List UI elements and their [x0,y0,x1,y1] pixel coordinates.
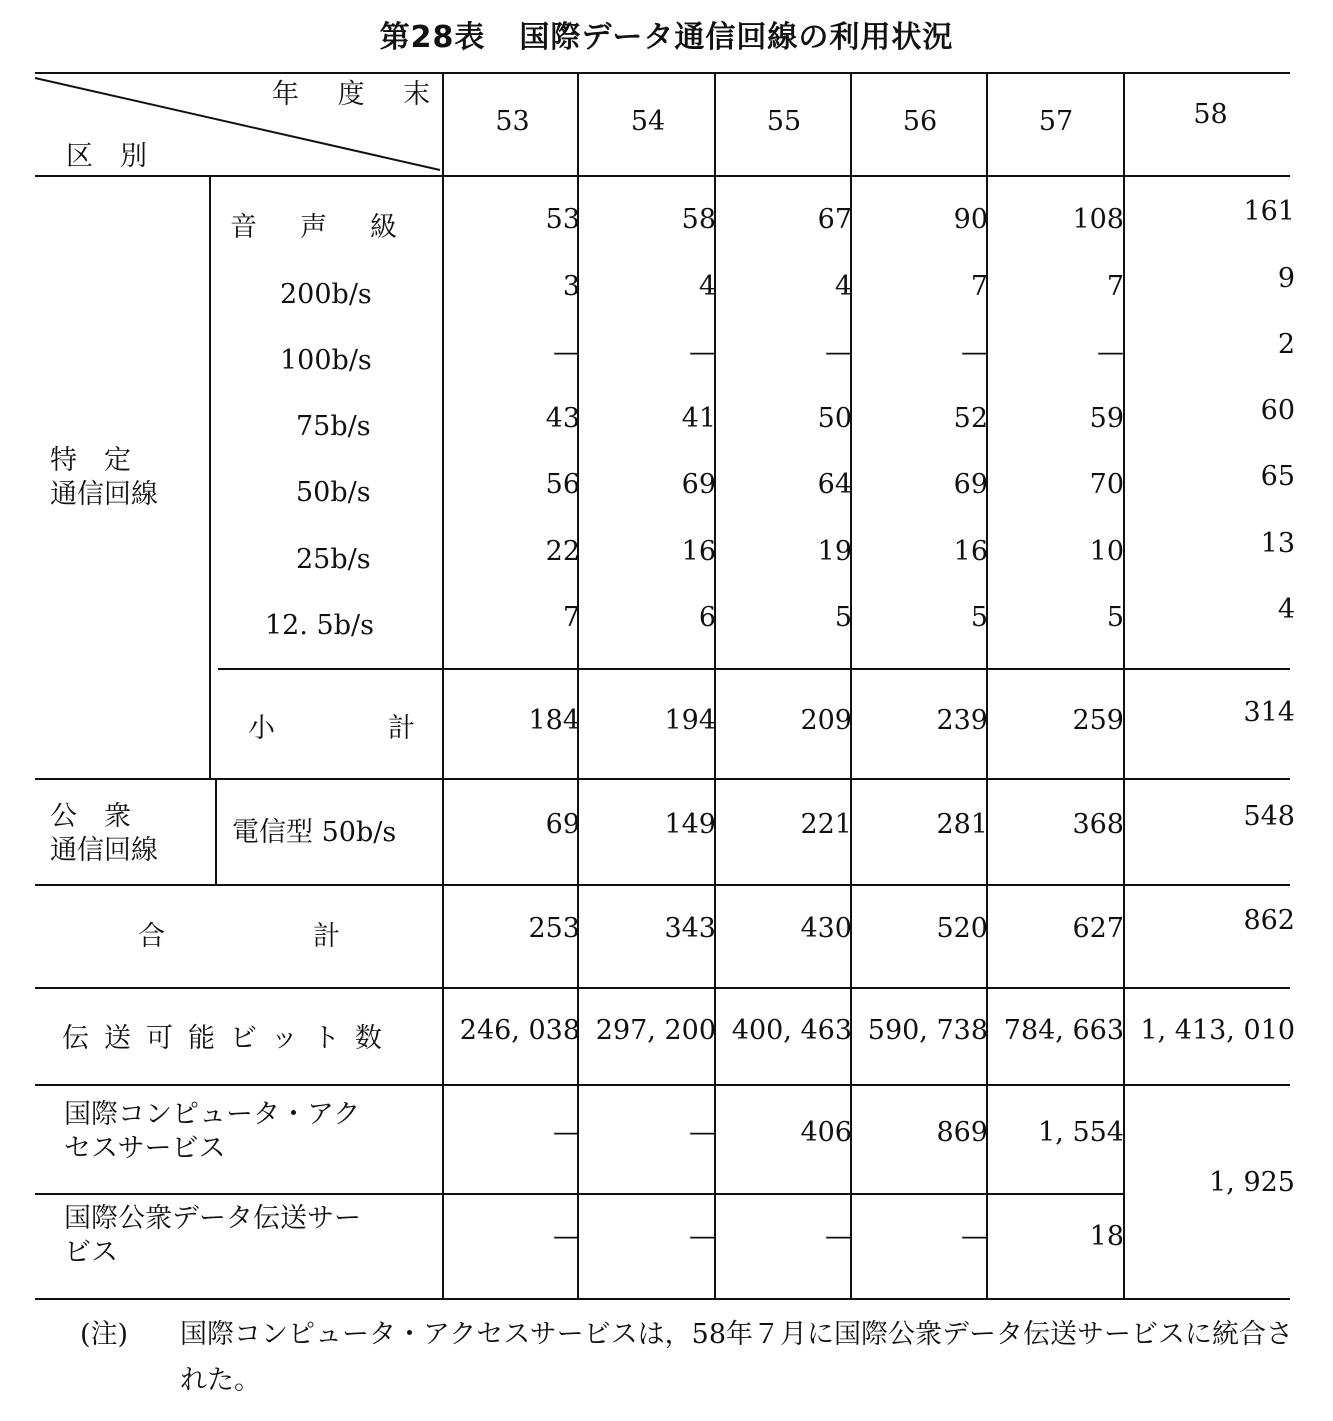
table-cell: 5 [834,602,852,633]
table-cell: 253 [528,913,580,944]
header-year-57: 57 [1038,106,1074,137]
table-cell: 69 [545,809,580,840]
footnote-text: 国際コンピュータ・アクセスサービスは，58年７月に国際公衆データ伝送サービスに統合された。 [180,1319,1294,1396]
table-cell: 194 [664,705,716,736]
table-cell: 6 [698,602,716,633]
table-cell: — [961,337,988,368]
row-label: 合 計 [138,921,348,952]
table-number: 第28表 [379,20,486,55]
table-name: 国際データ通信回線の利用状況 [519,20,954,55]
table-cell: 4 [698,271,716,302]
table-cell: 10 [1089,536,1124,567]
row-label: 200b/s [280,279,372,310]
table-cell: 18 [1089,1221,1124,1252]
table-cell: — [689,1221,716,1252]
table-cell: — [1097,337,1124,368]
table-cell: 7 [562,602,580,633]
table-cell: 314 [1243,697,1295,728]
table-cell: 56 [545,469,580,500]
header-year-58: 58 [1193,99,1228,130]
table-cell: 590, 738 [867,1015,988,1046]
table-cell: 53 [545,204,580,235]
row-label: 小 計 [248,713,423,744]
table-cell: — [961,1221,988,1252]
row-label: 伝送可能ビット数 [62,1023,397,1054]
row-label: 国際コンピュータ・アク セスサービス [64,1099,361,1164]
table-cell: 161 [1243,196,1295,227]
table-cell: 2 [1277,329,1295,360]
table-cell: — [689,337,716,368]
table-cell: 52 [953,403,988,434]
table-cell: 13 [1260,528,1295,559]
row-label: 75b/s [296,411,371,442]
table-cell: 59 [1089,403,1124,434]
table-cell: 869 [936,1117,988,1148]
table-cell: 784, 663 [1003,1015,1124,1046]
row-label: 100b/s [280,345,372,376]
table-cell: 862 [1243,905,1295,936]
row-label: 25b/s [296,544,371,575]
table-cell: 627 [1072,913,1124,944]
table-cell: — [825,1221,852,1252]
table-cell: — [553,1221,580,1252]
header-year-54: 54 [630,106,666,137]
table-cell: 64 [817,469,852,500]
table-cell: 22 [545,536,580,567]
table-cell: — [825,337,852,368]
table-cell: 209 [800,705,852,736]
table-cell: 7 [1106,271,1124,302]
header-year-56: 56 [902,106,938,137]
table-cell: 343 [664,913,716,944]
table-cell: 430 [800,913,852,944]
table-cell: 184 [528,705,580,736]
table-cell: 548 [1243,801,1295,832]
table-cell: 5 [1106,602,1124,633]
row-label: 国際公衆データ伝送サー ビス [64,1203,361,1268]
header-year-label: 年 度 末 [272,79,446,110]
header-year-53: 53 [495,106,530,137]
table-cell: 43 [545,403,580,434]
table-cell: 9 [1277,263,1295,294]
table-cell: 3 [562,271,580,302]
table-cell: 239 [936,705,988,736]
table-cell: 19 [817,536,852,567]
table-cell: 58 [681,204,716,235]
table-cell: 1, 554 [1038,1117,1124,1148]
table-cell: 259 [1072,705,1124,736]
row-label: 音 声 級 [230,212,405,243]
group-label-kosyu: 公 衆 通信回線 [50,801,158,866]
header-year-55: 55 [766,106,802,137]
table-cell: 281 [936,809,988,840]
table-cell: 16 [953,536,988,567]
table-cell: 406 [800,1117,852,1148]
footnote-label: (注) [80,1319,129,1350]
header-category-label: 区 別 [66,141,147,172]
table-cell: 520 [936,913,988,944]
table-cell: 108 [1072,204,1124,235]
table-cell: 1, 413, 010 [1140,1015,1295,1046]
table-cell: 41 [681,403,716,434]
table-cell: 221 [800,809,852,840]
table-cell: 69 [953,469,988,500]
row-label: 電信型 50b/s [232,817,397,848]
table-cell: 60 [1260,395,1295,426]
table-cell: 7 [970,271,988,302]
table-cell: 67 [817,204,852,235]
table-cell: 16 [681,536,716,567]
table-cell: 5 [970,602,988,633]
table-cell: 246, 038 [459,1015,580,1046]
table-cell: 297, 200 [595,1015,716,1046]
table-cell: 149 [664,809,716,840]
table-cell: 4 [1277,594,1295,625]
table-cell: 50 [817,403,852,434]
table-cell: 368 [1072,809,1124,840]
table-cell: 4 [834,271,852,302]
row-label: 12. 5b/s [265,610,374,641]
table-cell: 400, 463 [731,1015,852,1046]
row-label: 50b/s [296,477,371,508]
table-cell: — [689,1117,716,1148]
table-cell: 65 [1260,461,1295,492]
table-cell: 90 [953,204,988,235]
group-label-tokutei: 特 定 通信回線 [50,445,158,510]
table-cell: 69 [681,469,716,500]
table-cell: — [553,337,580,368]
table-cell: 70 [1089,469,1124,500]
table-cell: — [553,1117,580,1148]
merged-service-value: 1, 925 [1209,1167,1295,1198]
